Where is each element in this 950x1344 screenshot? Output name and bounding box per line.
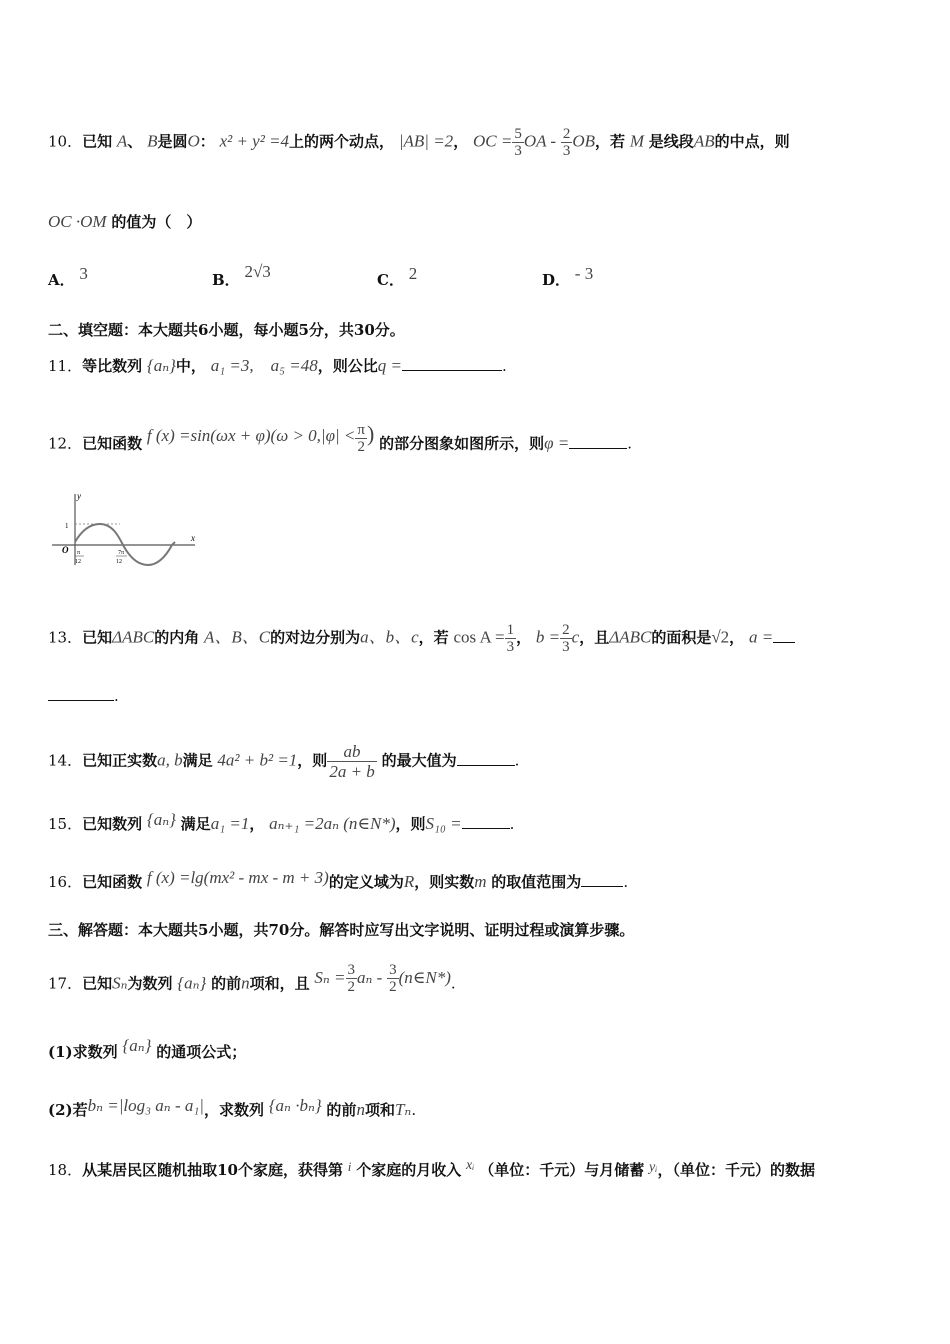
q14-condition: 4a² + b² =1 (217, 750, 298, 770)
q17-part2-text: 项和 (364, 1101, 395, 1119)
q16-m: m (474, 872, 487, 891)
question-number: 11． (48, 357, 83, 375)
q17-part2-text: ，求数列 (203, 1101, 264, 1119)
q13-a: a = (748, 627, 774, 647)
q10-text: 是圆 (157, 132, 188, 151)
frac-den: 3 (506, 639, 515, 655)
q17-sequence: {aₙ} (177, 973, 207, 993)
period: . (509, 815, 515, 833)
q16 (48, 868, 629, 892)
q14-text: ，则 (297, 751, 328, 770)
q13-triangle: ΔABC (112, 627, 155, 647)
q13-c: c (571, 627, 580, 647)
q13-text: ， (729, 628, 745, 647)
option-c (377, 264, 418, 290)
answer-blank[interactable] (48, 686, 114, 701)
q17-n: n (241, 973, 250, 993)
answer-blank[interactable] (462, 814, 510, 829)
answer-blank[interactable] (569, 434, 627, 449)
question-number: 12． (48, 434, 83, 453)
frac-den: 2 (347, 979, 356, 995)
q10-text: 上的两个动点， (289, 132, 395, 151)
q18-xi: xᵢ (465, 1158, 475, 1173)
q10-dot-product: OC ·OM (48, 212, 107, 231)
q15-s10: S₁₀ = (425, 814, 462, 833)
q13-cos: cos A = (453, 627, 505, 647)
period: . (411, 1101, 417, 1119)
q17-part1-sequence: {aₙ} (122, 1036, 152, 1055)
q10-text: 的值为（ ） (111, 213, 202, 231)
frac-num: π (357, 422, 365, 438)
tick2-den: 12 (116, 559, 122, 565)
question-number: 18． (48, 1161, 83, 1179)
q11-sequence: {aₙ} (146, 356, 176, 375)
q13-text: ，且 (579, 628, 610, 647)
frac-num: 3 (347, 962, 356, 978)
q13-frac1 (505, 622, 517, 655)
q16-reals: R (403, 872, 415, 891)
option-value: - 3 (574, 264, 594, 283)
q14 (48, 742, 519, 781)
question-number: 13． (48, 628, 83, 647)
q17-part1-text: (1)求数列 (48, 1043, 118, 1061)
q12-phi: φ = (544, 433, 570, 453)
q17-part1-text: 的通项公式； (156, 1043, 247, 1061)
q13-text: 已知 (82, 628, 113, 647)
tick2-num: 7π (118, 550, 125, 556)
question-number: 15． (48, 815, 83, 833)
q10-frac1 (512, 126, 524, 159)
frac-den: 3 (562, 143, 571, 159)
q18-i: i (347, 1159, 352, 1174)
q15-a1: a₁ =1 (210, 814, 250, 833)
sine-graph (50, 490, 200, 570)
q10-text: ，若 (595, 132, 626, 151)
q18-count: 10 (217, 1161, 238, 1179)
q18-text: 从某居民区随机抽取 (82, 1161, 218, 1179)
q10-line2 (48, 212, 201, 232)
q16-text: 的定义域为 (328, 873, 404, 891)
origin-label: O (62, 545, 69, 555)
q16-text: ，则实数 (414, 873, 475, 891)
q13-comma: ， (516, 628, 532, 647)
option-d (542, 264, 594, 290)
q15 (48, 810, 515, 834)
q18-yi: yᵢ (649, 1160, 658, 1175)
q17-part2-text: (2)若 (48, 1101, 88, 1119)
q13-text: 的内角 (154, 628, 200, 647)
q14-text: 的最大值为 (381, 751, 457, 770)
q12-close-paren: ) (366, 420, 375, 446)
answer-blank[interactable] (581, 872, 623, 887)
q10-line1 (48, 126, 790, 159)
q10-circle-o: O (187, 131, 200, 151)
q14-text: 已知正实数 (82, 751, 158, 770)
q17-condition: (n∈N*) (398, 967, 451, 987)
question-number: 16． (48, 873, 83, 891)
period: . (450, 974, 456, 993)
period: . (627, 434, 633, 453)
frac-num: 2 (562, 622, 570, 638)
q16-function: f (x) =lg(mx² - mx - m + 3) (146, 868, 329, 887)
q15-sequence: {aₙ} (146, 810, 176, 829)
q11 (48, 356, 507, 376)
option-value: 2 (408, 264, 418, 283)
q17-part2-sequence: {aₙ ·bₙ} (268, 1096, 322, 1115)
q17-part2 (48, 1096, 417, 1120)
q18-text: 个家庭，获得第 (237, 1161, 343, 1179)
option-value: 2√3 (244, 262, 271, 281)
frac-den: 2 (357, 439, 365, 455)
q12-text: 的部分图象如图所示，则 (379, 434, 545, 453)
q16-text: 的取值范围为 (491, 873, 582, 891)
option-label: C． (377, 271, 404, 289)
x-axis-label: x (191, 533, 195, 543)
option-label: A． (48, 271, 75, 289)
q10-segment: AB (693, 131, 715, 151)
frac-den: 3 (562, 639, 570, 655)
q10-circle-eq: x² + y² =4 (219, 131, 290, 151)
q15-text: 满足 (180, 815, 211, 833)
q17-text: 为数列 (127, 974, 173, 993)
tick-one: 1 (65, 522, 69, 530)
frac-den: 3 (514, 143, 522, 159)
q13-line2 (48, 686, 119, 706)
q17-frac2 (387, 962, 399, 995)
q17-sn: Sₙ (112, 973, 128, 993)
q10-oa: OA - (523, 131, 557, 151)
q17-frac1 (346, 962, 358, 995)
q12-pi-frac (355, 422, 367, 455)
q10-point-a: A (116, 131, 128, 151)
frac-den: 2 (389, 979, 397, 995)
q10-point-m: M (629, 131, 645, 151)
section-title-solutions: 三、解答题：本大题共5小题，共70分。解答时应写出文字说明、证明过程或演算步骤。 (48, 921, 635, 939)
frac-num: 2 (562, 126, 571, 142)
q18-text: 个家庭的月收入 (356, 1161, 462, 1179)
q17-eq: Sₙ = (314, 967, 346, 987)
q11-condition: a₁ =3, a₅ =48 (210, 356, 318, 375)
q13-angles: A、B、C (204, 627, 271, 647)
question-number: 17． (48, 974, 83, 993)
q18-text: ，（单位：千元）的数据 (657, 1161, 815, 1179)
q10-sep: 、 (127, 132, 143, 151)
q13-text: 的面积是 (651, 628, 712, 647)
option-value: 3 (79, 264, 88, 283)
q13-text: ，若 (418, 628, 449, 647)
q17-part2-text: 的前 (326, 1101, 357, 1119)
q18 (48, 1160, 815, 1182)
q10-text: 是线段 (648, 132, 694, 151)
q10-text: 的中点，则 (714, 132, 790, 151)
question-number: 10． (48, 132, 83, 151)
q12 (48, 420, 633, 461)
q13-text: 的对边分别为 (270, 628, 361, 647)
q14-vars: a, b (157, 750, 183, 770)
q15-text: ，则 (395, 815, 426, 833)
q17-text: 已知 (82, 974, 113, 993)
option-b (212, 262, 271, 290)
frac-num: 3 (389, 962, 397, 978)
period: . (501, 357, 507, 375)
q17-part2-n: n (356, 1100, 365, 1119)
q11-ratio: q = (377, 356, 402, 375)
frac-num: 5 (514, 126, 522, 142)
period: . (114, 687, 119, 705)
q10-comma: ， (453, 132, 469, 151)
q17-an: aₙ - (357, 967, 383, 987)
y-axis-label: y (77, 491, 81, 501)
period: . (514, 751, 520, 770)
q13-area: √2 (711, 627, 730, 647)
frac-num: ab (327, 742, 376, 762)
q10-ab-length: |AB| =2 (398, 131, 454, 151)
q10-frac2 (561, 126, 573, 159)
question-number: 14． (48, 751, 83, 770)
q13-triangle: ΔABC (609, 627, 652, 647)
q15-recurrence: aₙ₊₁ =2aₙ (n∈N*) (269, 814, 396, 833)
q14-frac (327, 742, 376, 781)
q13-frac2 (560, 622, 572, 655)
q17-part1 (48, 1036, 247, 1062)
option-label: B． (212, 271, 240, 289)
q13-b: b = (535, 627, 561, 647)
q17-text: 项和，且 (249, 974, 310, 993)
q11-text: ，则公比 (317, 357, 378, 375)
answer-blank[interactable] (402, 356, 502, 371)
q10-point-b: B (147, 131, 158, 151)
q17 (48, 962, 456, 1001)
option-label: D． (542, 271, 571, 289)
frac-den: 2a + b (329, 762, 375, 781)
period: . (623, 873, 629, 891)
q18-text: （单位：千元）与月储蓄 (479, 1161, 645, 1179)
q11-text: 中， (175, 357, 206, 375)
q13-sides: a、b、c (360, 627, 419, 647)
tick1-num: π (77, 550, 81, 556)
q10-colon: ： (199, 132, 215, 151)
q12-text: 已知函数 (82, 434, 143, 453)
q17-part2-tn: Tₙ (394, 1100, 412, 1119)
q14-text: 满足 (182, 751, 213, 770)
q10-oc: OC = (472, 131, 513, 151)
q16-text: 已知函数 (82, 873, 143, 891)
q15-comma: ， (249, 815, 265, 833)
q12-function: f (x) =sin(ωx + φ)(ω > 0,|φ| < (146, 425, 356, 445)
q11-text: 等比数列 (82, 357, 143, 375)
frac-num: 1 (506, 622, 515, 638)
section-title-fill-in: 二、填空题：本大题共6小题，每小题5分，共30分。 (48, 321, 405, 339)
q15-text: 已知数列 (82, 815, 143, 833)
answer-blank[interactable] (457, 751, 515, 766)
answer-blank[interactable] (773, 628, 795, 643)
option-a (48, 264, 88, 290)
q10-ob: OB (572, 131, 596, 151)
q10-text: 已知 (82, 132, 113, 151)
q17-text: 的前 (211, 974, 242, 993)
tick1-den: 12 (75, 559, 81, 565)
q13-line1 (48, 622, 795, 655)
q17-part2-bn: bₙ =|log₃ aₙ - a₁| (87, 1096, 204, 1115)
